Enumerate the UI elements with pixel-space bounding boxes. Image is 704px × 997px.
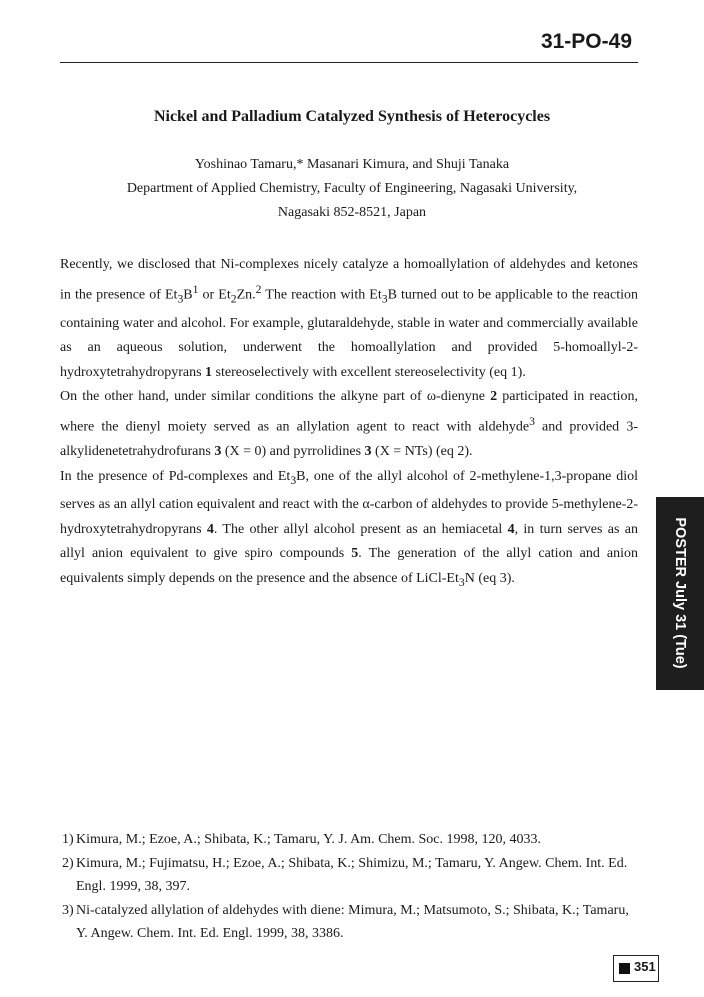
reaction-schemes — [0, 560, 704, 830]
paragraph-1: Recently, we disclosed that Ni-complexes nicely catalyze a homoallylation of aldehydes and ketones in the presence of $Et_3B^1$ or $Et_2Zn.^2$ The reaction with $Et_3B$ turned out to be applicable to the reaction containing water and alcohol. For example, glutaraldehyde, stable in water and commercially available as an aqueous solution, underwent the homoallylation and provided 5-homoallyl-2-hydroxytetrahydropyrans 1 stereoselectively with excellent stereoselectivity (eq 1). — [60, 257, 639, 380]
page-number: 351 — [634, 959, 656, 974]
reference-2: 2) Kimura, M.; Fujimatsu, H.; Ezoe, A.; Shibata, K.; Shimizu, M.; Tamaru, Y. Angew. Chem. Int. Ed. Engl. 1999, 38, 397. — [62, 856, 628, 894]
abstract-body — [60, 253, 638, 595]
poster-code: 31-PO-49 — [540, 30, 632, 53]
poster-side-label: POSTER July 31 (Tue) — [672, 517, 688, 669]
paragraph-3: In the presence of Pd-complexes and $Et_3B$, one of the allyl alcohol of 2-methylene-1,3-propane diol serves as an allyl cation equivalent and react with the α-carbon of aldehydes to provide 5-methylene-2-hydroxytetrahydropyrans 4. The other allyl alcohol present as an hemiacetal 4, in turn serves as an allyl anion equivalent to give spiro compounds 5. The generation of the allyl cation and anion equivalents simply depends on the presence and the absence of LiCl-$Et_3N$ (eq 3). — [60, 468, 639, 589]
reference-1: 1) Kimura, M.; Ezoe, A.; Shibata, K.; Tamaru, Y. J. Am. Chem. Soc. 1998, 120, 4033. — [62, 832, 542, 847]
header-rule — [60, 62, 638, 63]
page-number-box — [613, 955, 659, 982]
authors: Yoshinao Tamaru,* Masanari Kimura, and Shuji Tanaka — [194, 157, 510, 172]
affiliation: Department of Applied Chemistry, Faculty of Engineering, Nagasaki University, — [126, 181, 578, 196]
reference-3: 3) Ni-catalyzed allylation of aldehydes with diene: Mimura, M.; Matsumoto, S.; Shibata, K.; Tamaru, Y. Angew. Chem. Int. Ed. Engl. 1999, 38, 3386. — [62, 903, 629, 941]
references — [62, 828, 640, 946]
paragraph-2: On the other hand, under similar conditions the alkyne part of ω-dienyne 2 participated in reaction, where the dienyl moiety served as an allylation agent to react with aldehyde$^3$ and provided 3-alkylidenetetrahydrofurans 3 (X = 0) and pyrrolidines 3 (X = NTs) (eq 2). — [60, 389, 638, 460]
address: Nagasaki 852-8521, Japan — [277, 205, 427, 220]
paper-title: Nickel and Palladium Catalyzed Synthesis of Heterocycles — [153, 108, 551, 125]
square-bullet-icon — [619, 963, 630, 974]
